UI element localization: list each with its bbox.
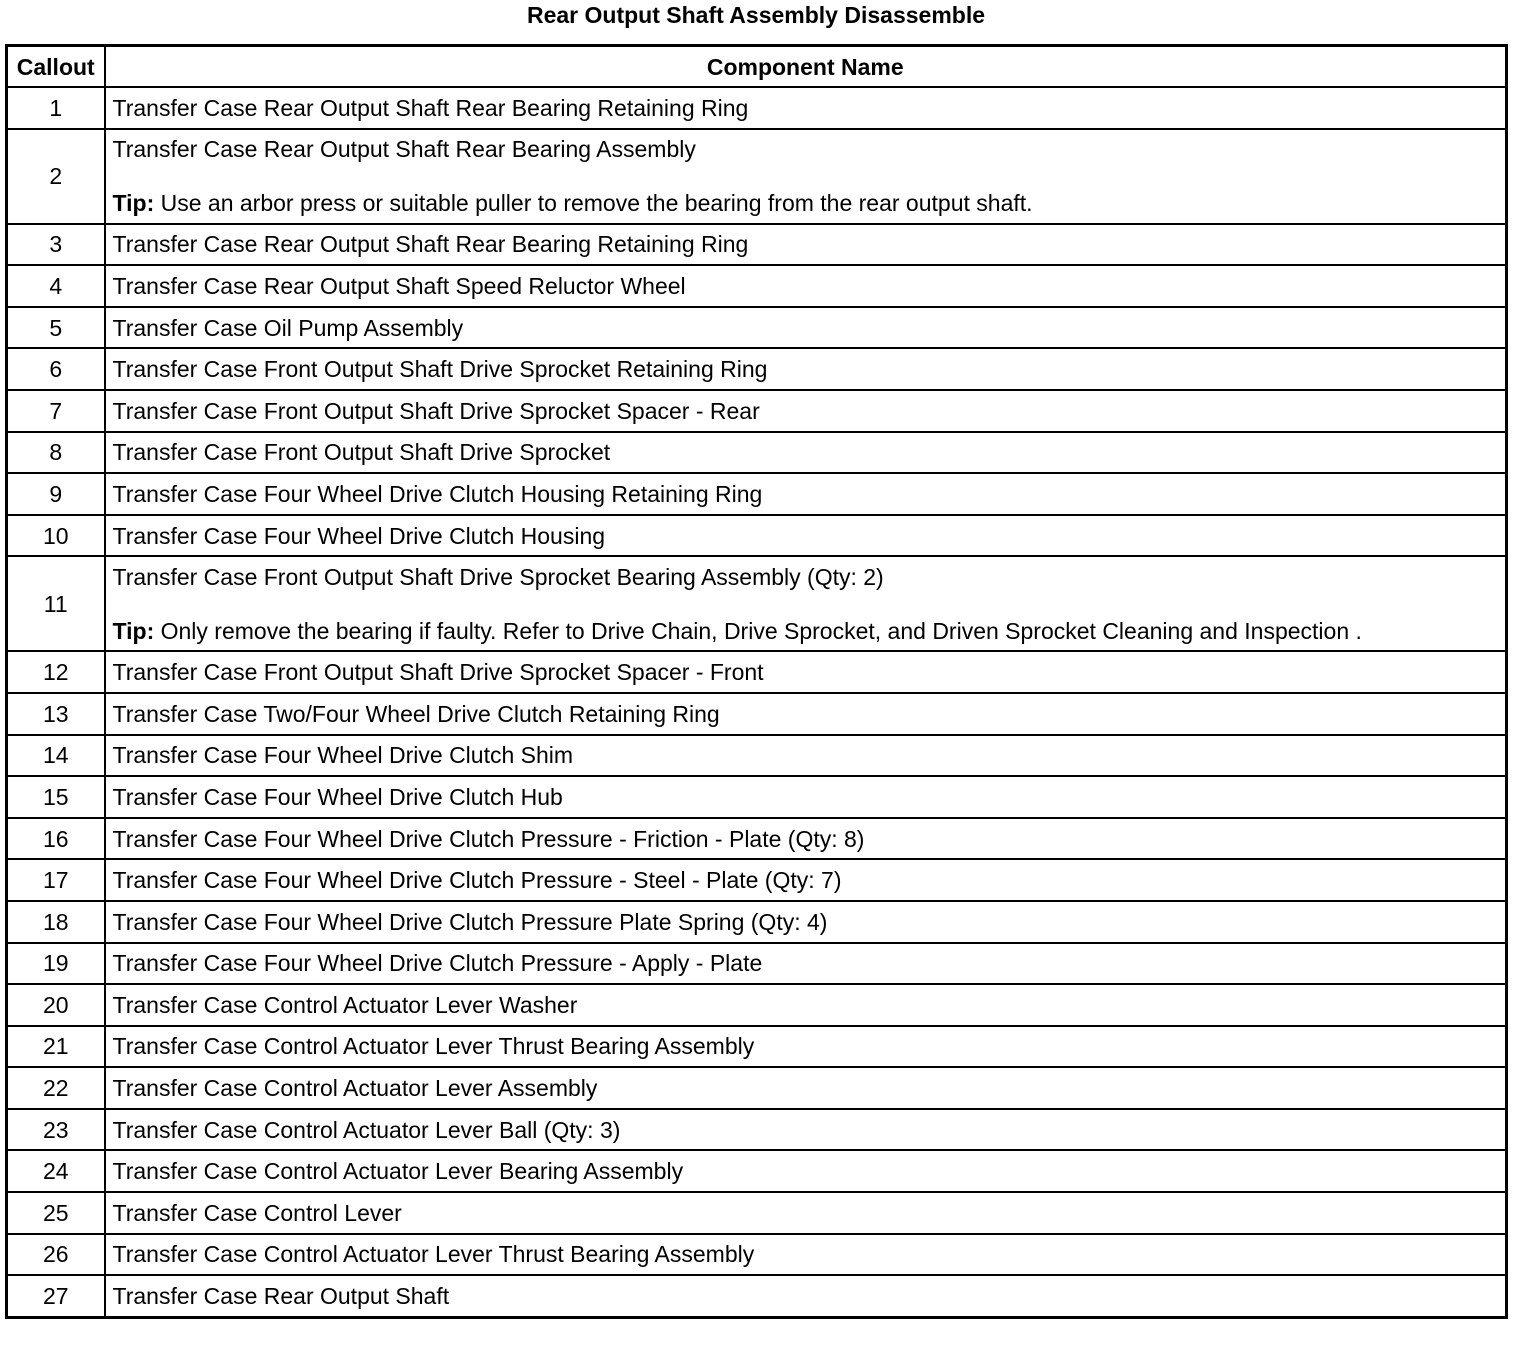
tip-label: Tip: [112,617,155,644]
table-row [7,265,1507,307]
table-row [7,1150,1507,1192]
callout-cell: 25 [7,1192,105,1234]
table-row [7,390,1507,432]
callout-cell: 15 [7,776,105,818]
callout-cell: 16 [7,818,105,860]
table-row [7,1192,1507,1234]
table-row [7,818,1507,860]
component-name: Transfer Case Front Output Shaft Drive Sprocket Bearing Assembly (Qty: 2) [112,563,884,590]
callout-cell: 1 [7,87,105,129]
tip-text: Use an arbor press or suitable puller to remove the bearing from the rear output shaft. [154,190,1033,217]
table-row [7,1109,1507,1151]
component-name-cell: Transfer Case Control Lever [105,1192,1507,1234]
component-name-cell: Transfer Case Rear Output Shaft [105,1275,1507,1317]
tip-note [113,618,1499,644]
table-row [7,984,1507,1026]
callout-cell: 19 [7,943,105,985]
callout-cell: 20 [7,984,105,1026]
table-row [7,901,1507,943]
table-row [7,473,1507,515]
table-row [7,87,1507,129]
component-name-cell: Transfer Case Front Output Shaft Drive Sprocket Retaining Ring [105,348,1507,390]
callout-cell: 5 [7,307,105,349]
component-name-cell: Transfer Case Four Wheel Drive Clutch Shim [105,735,1507,777]
callout-cell: 13 [7,693,105,735]
component-name: Transfer Case Rear Output Shaft Rear Bearing Assembly [112,136,696,163]
component-name-cell: Transfer Case Rear Output Shaft Rear Bearing Retaining Ring [105,224,1507,266]
component-name-cell [105,129,1507,224]
callout-cell: 22 [7,1067,105,1109]
component-name-cell: Transfer Case Four Wheel Drive Clutch Pressure - Friction - Plate (Qty: 8) [105,818,1507,860]
callout-cell: 6 [7,348,105,390]
callout-cell: 3 [7,224,105,266]
callout-cell: 4 [7,265,105,307]
callout-cell: 27 [7,1275,105,1317]
component-name-cell: Transfer Case Four Wheel Drive Clutch Pressure - Steel - Plate (Qty: 7) [105,859,1507,901]
table-row [7,515,1507,557]
component-name-cell: Transfer Case Rear Output Shaft Speed Reluctor Wheel [105,265,1507,307]
component-name-cell: Transfer Case Oil Pump Assembly [105,307,1507,349]
component-name-cell [105,556,1507,651]
table-body [7,87,1507,1317]
component-name-cell: Transfer Case Front Output Shaft Drive Sprocket Spacer - Front [105,651,1507,693]
component-name-cell: Transfer Case Four Wheel Drive Clutch Pressure - Apply - Plate [105,943,1507,985]
component-name-cell: Transfer Case Control Actuator Lever Assembly [105,1067,1507,1109]
table-row [7,556,1507,651]
table-row [7,129,1507,224]
callout-cell: 18 [7,901,105,943]
callout-cell: 17 [7,859,105,901]
component-name-cell: Transfer Case Control Actuator Lever Bearing Assembly [105,1150,1507,1192]
component-name-cell: Transfer Case Front Output Shaft Drive Sprocket Spacer - Rear [105,390,1507,432]
component-name-cell: Transfer Case Control Actuator Lever Thrust Bearing Assembly [105,1234,1507,1276]
component-name-cell: Transfer Case Control Actuator Lever Washer [105,984,1507,1026]
callout-cell: 2 [7,129,105,224]
table-row [7,1275,1507,1317]
tip-text: Only remove the bearing if faulty. Refer to Drive Chain, Drive Sprocket, and Driven Sprocket Cleaning and Inspection . [154,617,1362,644]
callout-cell: 7 [7,390,105,432]
table-row [7,224,1507,266]
callout-cell: 14 [7,735,105,777]
component-name-cell: Transfer Case Control Actuator Lever Ball (Qty: 3) [105,1109,1507,1151]
callout-cell: 24 [7,1150,105,1192]
callout-cell: 8 [7,432,105,474]
callout-cell: 11 [7,556,105,651]
component-name-cell: Transfer Case Four Wheel Drive Clutch Pressure Plate Spring (Qty: 4) [105,901,1507,943]
components-table [5,44,1508,1319]
tip-label: Tip: [112,190,155,217]
component-name-cell: Transfer Case Front Output Shaft Drive Sprocket [105,432,1507,474]
callout-cell: 21 [7,1026,105,1068]
table-row [7,693,1507,735]
table-row [7,307,1507,349]
table-row [7,776,1507,818]
component-name-cell: Transfer Case Four Wheel Drive Clutch Housing [105,515,1507,557]
table-row [7,1067,1507,1109]
callout-cell: 10 [7,515,105,557]
table-row [7,651,1507,693]
callout-cell: 9 [7,473,105,515]
component-name-cell: Transfer Case Four Wheel Drive Clutch Hub [105,776,1507,818]
table-row [7,943,1507,985]
header-callout: Callout [7,46,105,88]
page-title: Rear Output Shaft Assembly Disassemble [526,2,985,28]
header-component-name: Component Name [105,46,1507,88]
table-row [7,1234,1507,1276]
component-name-cell: Transfer Case Two/Four Wheel Drive Clutch Retaining Ring [105,693,1507,735]
table-row [7,348,1507,390]
callout-cell: 26 [7,1234,105,1276]
component-name-cell: Transfer Case Four Wheel Drive Clutch Housing Retaining Ring [105,473,1507,515]
table-row [7,859,1507,901]
component-name-cell: Transfer Case Control Actuator Lever Thrust Bearing Assembly [105,1026,1507,1068]
tip-note [113,190,1499,216]
callout-cell: 12 [7,651,105,693]
table-header-row [7,46,1507,88]
table-row [7,735,1507,777]
table-row [7,1026,1507,1068]
table-row [7,432,1507,474]
callout-cell: 23 [7,1109,105,1151]
component-name-cell: Transfer Case Rear Output Shaft Rear Bearing Retaining Ring [105,87,1507,129]
